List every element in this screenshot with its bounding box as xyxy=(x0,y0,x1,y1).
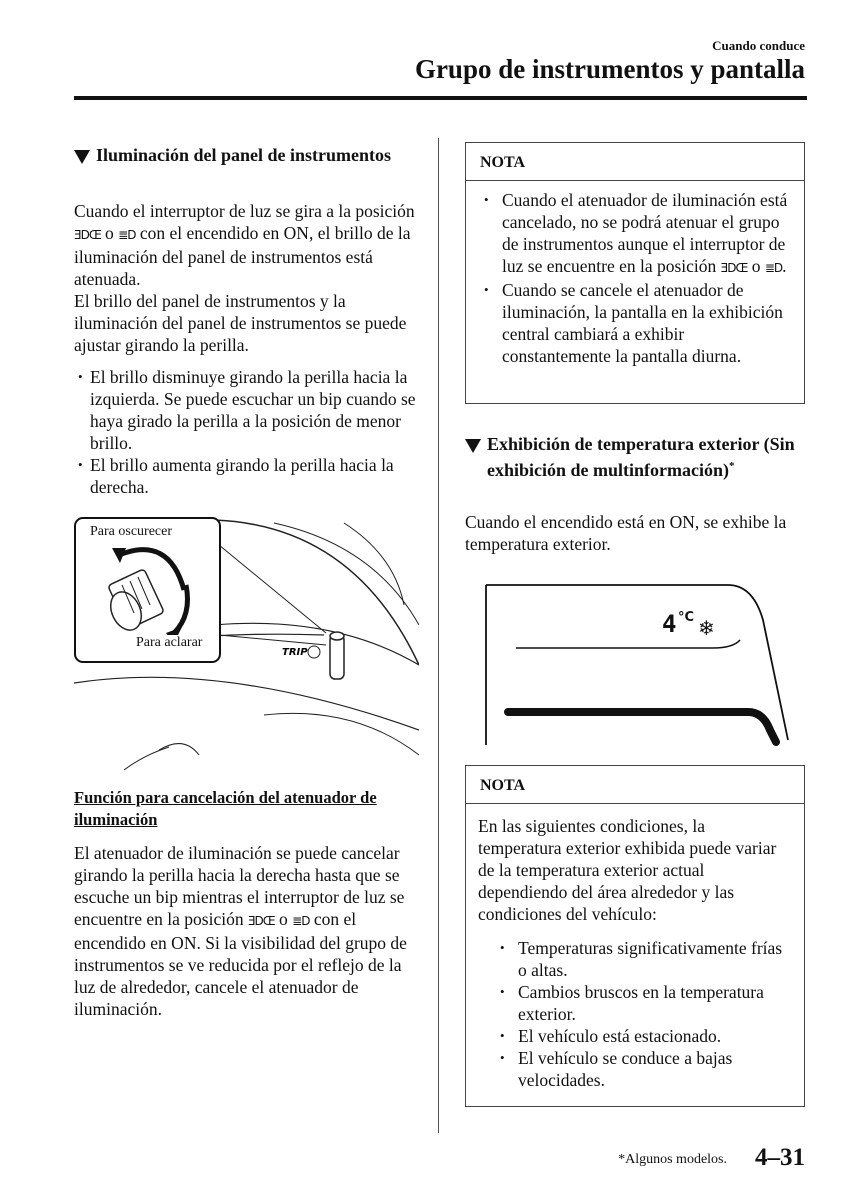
headlight-icon: ≣D xyxy=(764,261,783,275)
cancel-dimmer-subheading: Función para cancelación del atenuador de iluminación xyxy=(74,788,377,829)
triangle-marker-icon xyxy=(74,147,90,169)
bullet-dim: • El brillo disminuye girando la perilla hacia la izquierda. Se puede escuchar un bip cuando se haya girado la perilla a la posición de menor brillo. xyxy=(74,366,419,454)
nota2-bullet-4: • El vehículo se conduce a bajas velocidades. xyxy=(494,1047,792,1091)
parking-lamp-icon: ƎDŒ xyxy=(720,261,748,275)
page-title: Grupo de instrumentos y pantalla xyxy=(414,54,805,84)
label-brighten: Para aclarar xyxy=(136,635,203,650)
illumination-heading: Iluminación del panel de instrumentos xyxy=(74,144,419,166)
title-rule xyxy=(74,96,807,100)
nota2-bullet-3: • El vehículo está estacionado. xyxy=(494,1025,792,1047)
temperature-value: 4 xyxy=(662,610,677,638)
nota2-intro: En las siguientes condiciones, la temperatura exterior exhibida puede variar de la temperatura exterior actual dependiendo del área alrededor y las condiciones del vehículo: xyxy=(478,816,777,924)
illumination-paragraph-2: El brillo del panel de instrumentos y la iluminación del panel de instrumentos se puede ajustar girando la perilla. xyxy=(74,291,407,355)
dashboard-illustration xyxy=(74,515,419,777)
temperature-heading: Exhibición de temperatura exterior (Sin exhibición de multinformación)* xyxy=(465,433,805,481)
nota1-bullet-1: • Cuando el atenuador de iluminación está cancelado, no se podrá atenuar el grupo de instrumentos aunque el interruptor de luz se encuentre en la posición ƎDŒ o ≣D. xyxy=(478,189,792,279)
temperature-paragraph: Cuando el encendido está en ON, se exhibe la temperatura exterior. xyxy=(465,512,787,554)
footnote: *Algunos modelos. xyxy=(618,1152,727,1167)
parking-lamp-icon: ƎDŒ xyxy=(74,228,101,242)
nota-title: NOTA xyxy=(466,143,804,181)
page-number: 4–31 xyxy=(755,1144,805,1171)
display-illustration xyxy=(478,580,790,750)
nota-box-2 xyxy=(465,765,805,1107)
snowflake-icon: ❄ xyxy=(698,616,715,640)
dimmer-knob-figure xyxy=(74,515,419,777)
temperature-unit: °C xyxy=(678,610,695,625)
nota2-bullet-2: • Cambios bruscos en la temperatura exterior. xyxy=(494,981,792,1025)
nota1-bullet-2: • Cuando se cancele el atenuador de iluminación, la pantalla en la exhibición central cambiará a exhibir constantemente la pantalla diurna. xyxy=(478,279,792,367)
trip-label: TRIP xyxy=(282,647,308,658)
headlight-icon: ≣D xyxy=(292,914,310,928)
parking-lamp-icon: ƎDŒ xyxy=(247,914,275,928)
cancel-dimmer-paragraph: El atenuador de iluminación se puede cancelar girando la perilla hacia la derecha hasta que se escuche un bip mientras el interruptor de luz se encuentre en la posición ƎDŒ o ≣D con el encendido en ON. Si la visibilidad del grupo de instrumentos se ve reducida por el reflejo de la luz de alrededor, cancele el atenuador de iluminación. xyxy=(74,843,407,1019)
temperature-display-figure xyxy=(478,580,790,750)
bullet-bright: • El brillo aumenta girando la perilla hacia la derecha. xyxy=(74,454,419,498)
nota2-bullet-1: • Temperaturas significativamente frías o altas. xyxy=(494,937,792,981)
footnote-mark: * xyxy=(729,460,735,472)
label-darken: Para oscurecer xyxy=(90,524,173,539)
headlight-icon: ≣D xyxy=(118,228,136,242)
triangle-marker-icon xyxy=(465,436,481,458)
illumination-paragraph-1: Cuando el interruptor de luz se gira a la posición ƎDŒ o ≣D con el encendido en ON, el brillo de la iluminación del panel de instrumentos está atenuada. El brillo del panel de instrumentos y la iluminación del panel de instrumentos se puede ajustar girando la perilla. xyxy=(74,200,419,356)
nota-box-1 xyxy=(465,142,805,404)
section-label: Cuando conduce xyxy=(712,38,805,53)
column-divider xyxy=(438,138,439,1133)
nota-title: NOTA xyxy=(466,766,804,804)
brightness-bullets xyxy=(74,366,419,498)
